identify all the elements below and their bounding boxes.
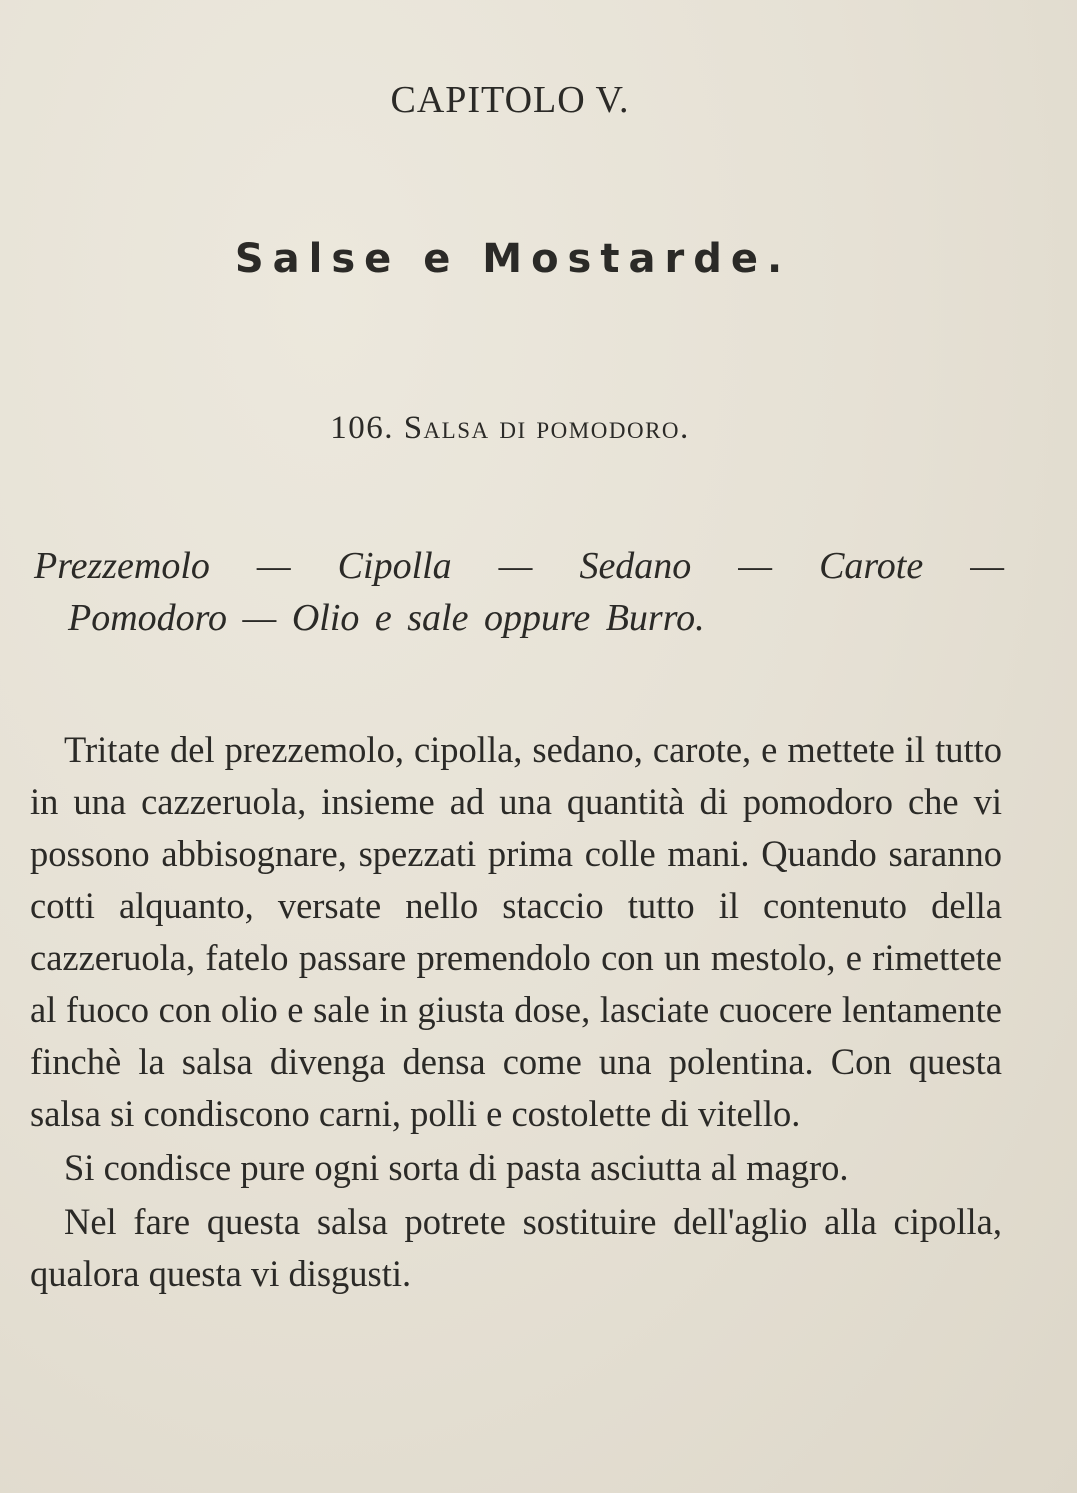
- recipe-body: [30, 724, 1002, 1300]
- ingredients-line-1: Prezzemolo — Cipolla — Sedano — Carote —: [34, 545, 1004, 587]
- paragraph-2: Si condisce pure ogni sorta di pasta asciutta al magro.: [64, 1147, 849, 1188]
- recipe-number: 106.: [330, 410, 394, 446]
- recipe-name: Salsa di pomodoro.: [403, 410, 690, 446]
- chapter-heading: CAPITOLO V.: [390, 79, 630, 121]
- paragraph-3: Nel fare questa salsa potrete sostituire dell'aglio alla cipolla, qualora questa vi disgusti.: [30, 1201, 1002, 1294]
- ingredients-line-2: Pomodoro — Olio e sale oppure Burro.: [68, 597, 705, 639]
- recipe-heading: [0, 410, 1020, 447]
- ingredients-list: [34, 540, 1004, 644]
- paragraph-1: Tritate del prezzemolo, cipolla, sedano, carote, e mettete il tutto in una cazzeruola, insieme ad una quantità di pomodoro che vi possono abbisognare, spezzati prima colle mani. Quando saranno cotti alquanto, versate nello staccio tutto il contenuto della cazzeruola, fatelo passare premendolo con un mestolo, e rimettete al fuoco con olio e sale in giusta dose, lasciate cuocere lentamente finchè la salsa divenga densa come una polentina. Con questa salsa si condiscono carni, polli e costolette di vitello.: [30, 729, 1002, 1134]
- section-title: Salse e Mostarde.: [234, 236, 792, 282]
